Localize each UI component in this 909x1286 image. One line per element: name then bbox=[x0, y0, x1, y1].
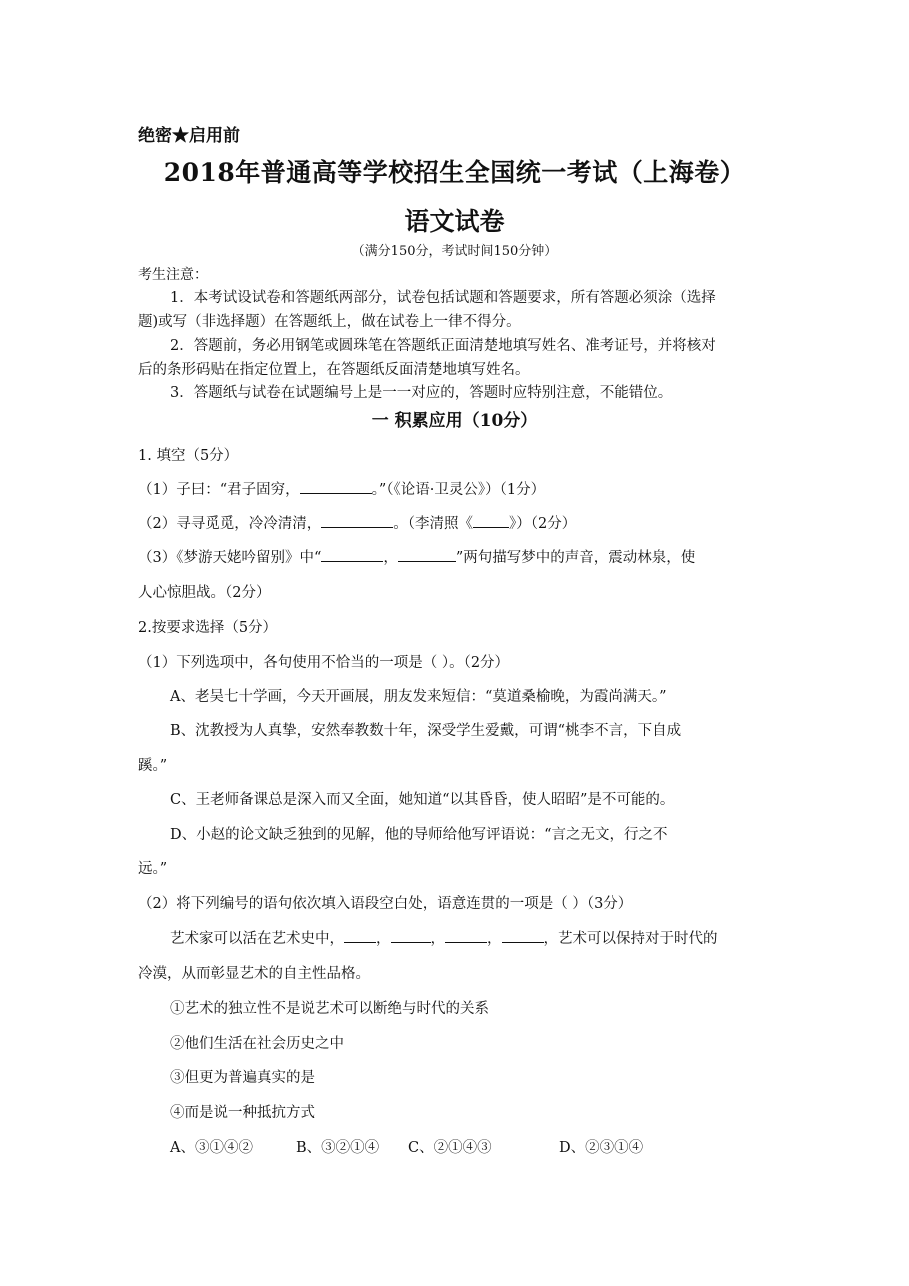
notice-item-2a: 2．答题前，务必用钢笔或圆珠笔在答题纸正面清楚地填写姓名、准考证号，并将核对 bbox=[170, 338, 716, 354]
passage-text-b: ，艺术可以保持对于时代的 bbox=[543, 931, 718, 947]
sentence-4: ④而是说一种抵抗方式 bbox=[170, 1105, 315, 1121]
q2-part1-option-d-cont: 远。” bbox=[138, 861, 168, 877]
answer-blank[interactable] bbox=[473, 515, 509, 528]
answer-blank[interactable] bbox=[344, 930, 376, 943]
notice-item-1b: 题)或写（非选择题）在答题纸上，做在试卷上一律不得分。 bbox=[138, 314, 521, 330]
q1-item-3-cont: 人心惊胆战。（2分） bbox=[138, 585, 271, 601]
section-heading: 一 积累应用（10分） bbox=[371, 411, 538, 431]
answer-blank[interactable] bbox=[391, 930, 431, 943]
q2-heading: 2.按要求选择（5分） bbox=[138, 620, 278, 636]
q1-item-2-text-b: 。（李清照《 bbox=[393, 516, 473, 532]
q2-part2-option-b: B、③②①④ bbox=[296, 1140, 380, 1156]
q1-item-3-text-a: （3）《梦游天姥吟留别》中“ bbox=[138, 550, 322, 566]
q2-part1-option-d: D、小赵的论文缺乏独到的见解，他的导师给他写评语说：“言之无文，行之不 bbox=[170, 827, 668, 843]
notice-heading: 考生注意： bbox=[138, 267, 208, 283]
notice-item-1a: 1．本考试设试卷和答题纸两部分，试卷包括试题和答题要求，所有答题必须涂（选择 bbox=[170, 290, 716, 306]
sentence-3: ③但更为普遍真实的是 bbox=[170, 1070, 315, 1086]
sentence-1: ①艺术的独立性不是说艺术可以断绝与时代的关系 bbox=[170, 1001, 489, 1017]
q2-part2-passage bbox=[170, 927, 718, 948]
q2-part2-option-a: A、③①④② bbox=[170, 1140, 253, 1156]
q1-item-1-text-a: （1）子曰：“君子固穷， bbox=[138, 482, 300, 498]
sentence-2: ②他们生活在社会历史之中 bbox=[170, 1036, 344, 1052]
answer-blank[interactable] bbox=[445, 930, 487, 943]
exam-title: 2018年普通高等学校招生全国统一考试（上海卷） bbox=[163, 158, 746, 187]
q1-item-2-text-c: 》）（2分） bbox=[508, 516, 577, 532]
notice-item-2b: 后的条形码贴在指定位置上，在答题纸反面清楚地填写姓名。 bbox=[138, 362, 530, 378]
passage-sep: ， bbox=[430, 931, 445, 947]
q2-part1-option-b-cont: 蹊。” bbox=[138, 758, 168, 774]
notice-item-3: 3．答题纸与试卷在试题编号上是一一对应的，答题时应特别注意，不能错位。 bbox=[170, 385, 673, 401]
answer-blank[interactable] bbox=[502, 930, 544, 943]
q2-part1-stem: （1）下列选项中，各句使用不恰当的一项是（ ）。（2分） bbox=[138, 655, 510, 671]
q1-item-3-text-b: ， bbox=[383, 550, 398, 566]
answer-blank[interactable] bbox=[300, 481, 372, 494]
q1-item-2 bbox=[138, 512, 576, 533]
q1-item-3-text-c: ”两句描写梦中的声音，震动林泉，使 bbox=[455, 550, 696, 566]
q1-heading: 1. 填空（5分） bbox=[138, 448, 239, 464]
q2-part2-passage-cont: 冷漠，从而彰显艺术的自主性品格。 bbox=[138, 966, 370, 982]
exam-subtitle: 语文试卷 bbox=[404, 207, 505, 236]
passage-sep: ， bbox=[376, 931, 391, 947]
confidential-label: 绝密★启用前 bbox=[138, 126, 240, 146]
q2-part1-option-a: A、老吴七十学画，今天开画展，朋友发来短信：“莫道桑榆晚，为霞尚满天。” bbox=[170, 689, 667, 705]
q1-item-1 bbox=[138, 478, 545, 499]
passage-sep: ， bbox=[487, 931, 502, 947]
q2-part2-stem: （2）将下列编号的语句依次填入语段空白处，语意连贯的一项是（ ）（3分） bbox=[138, 896, 633, 912]
q1-item-3 bbox=[138, 546, 695, 567]
q1-item-2-text-a: （2）寻寻觅觅，冷冷清清， bbox=[138, 516, 322, 532]
q2-part2-option-d: D、②③①④ bbox=[559, 1140, 644, 1156]
q2-part1-option-c: C、王老师备课总是深入而又全面，她知道“以其昏昏，使人昭昭”是不可能的。 bbox=[170, 792, 675, 808]
answer-blank[interactable] bbox=[321, 549, 383, 562]
exam-meta: （满分150分，考试时间150分钟） bbox=[351, 244, 558, 259]
passage-text-a: 艺术家可以活在艺术史中， bbox=[170, 931, 344, 947]
q2-part2-option-c: C、②①④③ bbox=[408, 1140, 492, 1156]
q1-item-1-text-b: 。”（《论语·卫灵公》）（1分） bbox=[371, 482, 546, 498]
answer-blank[interactable] bbox=[398, 549, 456, 562]
answer-blank[interactable] bbox=[321, 515, 393, 528]
q2-part1-option-b: B、沈教授为人真挚，安然奉教数十年，深受学生爱戴，可谓“桃李不言，下自成 bbox=[170, 723, 682, 739]
